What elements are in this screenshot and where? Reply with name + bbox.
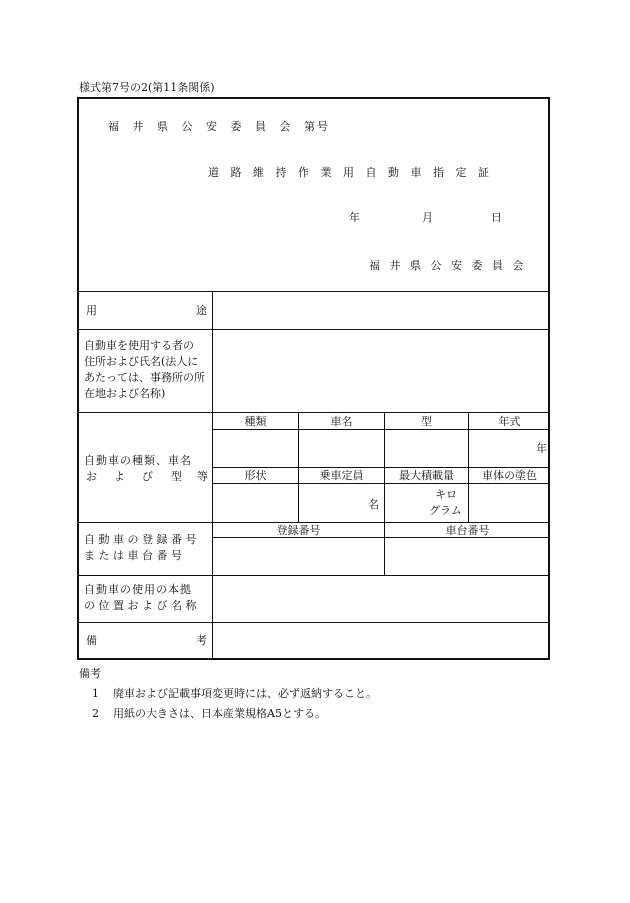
user-label-line-4: 在地および名称) <box>84 387 166 400</box>
date-day: 日 <box>491 211 502 224</box>
chassis-number-cell[interactable] <box>385 539 550 574</box>
user-label-line-3: あたっては、事務所の所 <box>84 371 205 384</box>
base-label-line-1: 自動車の使用の本拠 <box>84 583 192 596</box>
notes-heading: 備考 <box>79 667 101 680</box>
date-year: 年 <box>349 211 360 224</box>
note-item-1 <box>92 685 377 701</box>
certificate-frame <box>77 97 550 660</box>
date-month: 月 <box>422 211 433 224</box>
vehicle-label-kata: 型 <box>171 470 182 483</box>
vehicle-label-yo: よ <box>114 470 125 483</box>
usage-value-cell[interactable] <box>213 292 550 328</box>
vehicle-label-o: お <box>86 470 97 483</box>
note-item-2 <box>92 705 326 721</box>
remarks-label-b: 考 <box>196 634 207 647</box>
header-model-year: 年式 <box>498 415 521 428</box>
vehicle-label-line-1: 自動車の種類、車名 <box>84 454 192 467</box>
header-registration-number: 登録番号 <box>276 524 321 537</box>
header-committee-number-prefix: 福 井 県 公 安 委 員 会 第 <box>108 120 320 133</box>
vehicle-label-bi: び <box>142 470 153 483</box>
form-number: 様式第7号の2(第11条関係) <box>79 81 215 94</box>
header-number-suffix: 号 <box>317 120 328 133</box>
registration-label-line-2: ま た は 車 台 番 号 <box>84 549 182 562</box>
note-number: 1 <box>92 687 99 700</box>
note-number: 2 <box>92 707 99 720</box>
issuer: 福 井 県 公 安 委 員 会 <box>369 259 527 272</box>
user-label-line-2: 住所および氏名(法人に <box>84 355 199 368</box>
certificate-title: 道 路 維 持 作 業 用 自 動 車 指 定 証 <box>208 166 493 179</box>
header-chassis-number: 車台番号 <box>445 524 490 537</box>
header-model: 型 <box>421 415 432 428</box>
header-body-color: 車体の塗色 <box>482 469 537 482</box>
header-type: 種類 <box>244 415 267 428</box>
model-year-unit: 年 <box>536 442 547 455</box>
user-value-cell[interactable] <box>213 330 550 411</box>
remarks-label-a: 備 <box>86 634 97 647</box>
note-text: 用紙の大きさは、日本産業規格A5とする。 <box>113 707 326 720</box>
user-label-line-1: 自動車を使用する者の <box>84 339 194 352</box>
usage-label-b: 途 <box>196 304 207 317</box>
header-max-load: 最大積載量 <box>399 469 454 482</box>
header-capacity: 乗車定員 <box>319 469 364 482</box>
vehicle-label-to: 等 <box>197 470 208 483</box>
base-label-line-2: の 位 置 お よ び 名 称 <box>84 599 197 612</box>
header-car-name: 車名 <box>330 415 353 428</box>
load-unit-gram: グラム <box>429 504 462 517</box>
capacity-unit: 名 <box>368 498 379 511</box>
note-text: 廃車および記載事項変更時には、必ず返納すること。 <box>113 687 377 700</box>
registration-number-cell[interactable] <box>213 539 383 574</box>
usage-label-a: 用 <box>86 304 97 317</box>
remarks-value-cell[interactable] <box>213 623 550 660</box>
header-shape: 形状 <box>244 469 267 482</box>
registration-label-line-1: 自 動 車 の 登 録 番 号 <box>84 533 197 546</box>
base-value-cell[interactable] <box>213 576 550 621</box>
load-unit-kilo: キロ <box>435 488 457 501</box>
